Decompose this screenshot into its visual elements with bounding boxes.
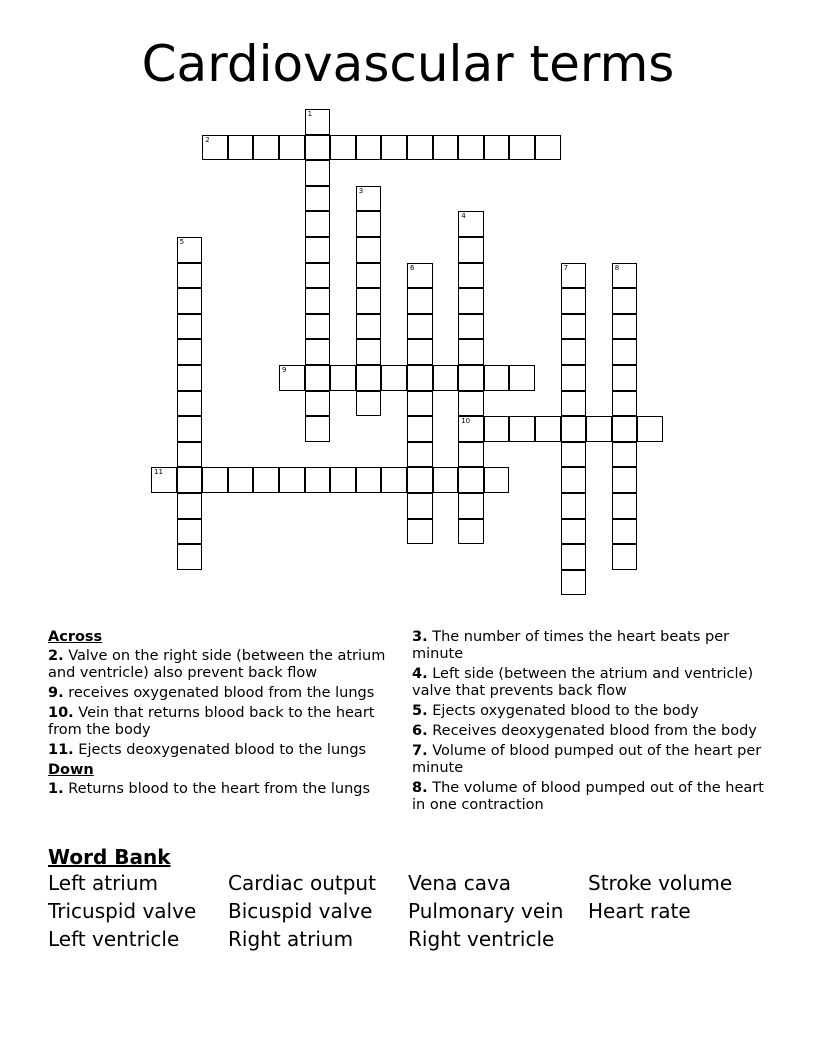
crossword-cell[interactable] [433,365,459,391]
crossword-cell[interactable] [458,237,484,263]
crossword-cell[interactable] [330,365,356,391]
clues-right-column [412,629,772,817]
crossword-cell[interactable] [612,339,638,365]
crossword-cell[interactable] [612,391,638,417]
crossword-cell[interactable] [356,135,382,161]
crossword-cell[interactable] [561,493,587,519]
crossword-cell[interactable] [305,288,331,314]
crossword-cell[interactable] [356,467,382,493]
crossword-cell[interactable] [253,135,279,161]
crossword-cell[interactable] [356,211,382,237]
crossword-cell[interactable] [407,467,433,493]
clue-across-10: 10. Vein that returns blood back to the heart from the body [48,705,375,738]
clue-across-2: 2. Valve on the right side (between the atrium and ventricle) also prevent back flow [48,648,386,681]
word-bank-item: Tricuspid valve [48,899,197,923]
crossword-cell[interactable] [356,339,382,365]
crossword-cell[interactable] [535,416,561,442]
crossword-cell[interactable] [356,314,382,340]
crossword-cell[interactable] [253,467,279,493]
crossword-cell[interactable] [561,570,587,596]
crossword-cell[interactable] [612,263,638,289]
crossword-cell[interactable] [177,288,203,314]
clue-number: 2 [205,135,210,144]
crossword-cell[interactable] [177,314,203,340]
crossword-cell[interactable] [509,365,535,391]
crossword-cell[interactable] [381,135,407,161]
down-heading: Down [48,762,94,778]
crossword-cell[interactable] [356,237,382,263]
crossword-cell[interactable] [279,135,305,161]
crossword-cell[interactable] [561,442,587,468]
clue-number: 1 [307,110,313,118]
crossword-cell[interactable] [612,467,638,493]
crossword-cell[interactable] [177,237,203,263]
crossword-cell[interactable] [305,339,331,365]
crossword-cell[interactable] [458,519,484,545]
clue-number: 6 [410,263,415,272]
crossword-cell[interactable] [458,416,484,442]
crossword-cell[interactable] [586,416,612,442]
word-bank-item: Heart rate [588,899,691,923]
crossword-cell[interactable] [177,493,203,519]
crossword-cell[interactable] [151,467,177,493]
crossword-cell[interactable] [458,467,484,493]
crossword-cell[interactable] [561,544,587,570]
crossword-cell[interactable] [612,519,638,545]
crossword-cell[interactable] [484,365,510,391]
crossword-cell[interactable] [561,263,587,289]
crossword-cell[interactable] [458,314,484,340]
crossword-cell[interactable] [202,135,228,161]
crossword-cell[interactable] [356,365,382,391]
crossword-cell[interactable] [228,467,254,493]
crossword-cell[interactable] [433,467,459,493]
crossword-cell[interactable] [561,339,587,365]
crossword-cell[interactable] [305,365,331,391]
crossword-cell[interactable] [458,135,484,161]
crossword-cell[interactable] [407,339,433,365]
crossword-cell[interactable] [177,467,203,493]
crossword-cell[interactable] [177,391,203,417]
word-bank-item: Cardiac output [228,871,376,895]
crossword-cell[interactable] [381,467,407,493]
word-bank-item: Stroke volume [588,871,733,895]
crossword-cell[interactable] [561,391,587,417]
clue-number: 4 [461,212,466,221]
crossword-cell[interactable] [612,493,638,519]
clue-down-1: 1. Returns blood to the heart from the lungs [48,781,371,797]
crossword-cell[interactable] [484,135,510,161]
crossword-cell[interactable] [407,135,433,161]
word-bank-item: Left ventricle [48,927,180,951]
crossword-cell[interactable] [305,211,331,237]
crossword-cell[interactable] [305,391,331,417]
across-heading: Across [48,629,103,645]
crossword-cell[interactable] [407,493,433,519]
crossword-cell[interactable] [356,288,382,314]
crossword-cell[interactable] [458,391,484,417]
crossword-cell[interactable] [612,314,638,340]
crossword-cell[interactable] [458,339,484,365]
word-bank-item: Left atrium [48,871,159,895]
crossword-cell[interactable] [535,135,561,161]
crossword-cell[interactable] [305,160,331,186]
crossword-cell[interactable] [356,391,382,417]
crossword-cell[interactable] [279,467,305,493]
crossword-cell[interactable] [561,519,587,545]
crossword-cell[interactable] [381,365,407,391]
crossword-cell[interactable] [612,365,638,391]
clue-number: 7 [563,263,569,272]
crossword-cell[interactable] [356,263,382,289]
page-title: Cardiovascular terms [141,35,675,93]
crossword-cell[interactable] [305,109,331,135]
clue-down-4: 4. Left side (between the atrium and ventricle) valve that prevents back flow [412,666,754,699]
clue-across-11: 11. Ejects deoxygenated blood to the lungs [48,742,367,758]
crossword-cell[interactable] [433,135,459,161]
clues-left-column [48,629,398,801]
crossword-cell[interactable] [305,186,331,212]
crossword-cell[interactable] [305,135,331,161]
word-bank-item: Right atrium [228,927,354,951]
word-bank-list [48,871,788,951]
clue-number: 5 [179,238,185,246]
crossword-cell[interactable] [561,467,587,493]
crossword-cell[interactable] [305,237,331,263]
crossword-cell[interactable] [305,314,331,340]
crossword-cell[interactable] [407,263,433,289]
crossword-cell[interactable] [612,288,638,314]
crossword-cell[interactable] [561,314,587,340]
crossword-cell[interactable] [407,391,433,417]
crossword-cell[interactable] [458,442,484,468]
clue-down-6: 6. Receives deoxygenated blood from the body [412,723,757,739]
crossword-cell[interactable] [637,416,663,442]
clue-number: 10 [461,417,471,426]
word-bank-item: Right ventricle [408,927,555,951]
clue-number: 3 [358,186,364,195]
crossword-cell[interactable] [279,365,305,391]
crossword-cell[interactable] [177,339,203,365]
crossword-cell[interactable] [612,544,638,570]
crossword-cell[interactable] [407,365,433,391]
word-bank-item: Bicuspid valve [228,899,373,923]
crossword-cell[interactable] [484,416,510,442]
crossword-cell[interactable] [509,416,535,442]
clue-number: 9 [282,366,287,374]
crossword-cell[interactable] [330,135,356,161]
crossword-cell[interactable] [305,467,331,493]
crossword-cell[interactable] [330,467,356,493]
clue-down-3: 3. The number of times the heart beats per minute [412,629,730,662]
crossword-cell[interactable] [177,365,203,391]
crossword-cell[interactable] [612,442,638,468]
clue-across-9: 9. receives oxygenated blood from the lungs [48,685,375,701]
crossword-cell[interactable] [458,365,484,391]
crossword-cell[interactable] [612,416,638,442]
crossword-cell[interactable] [407,416,433,442]
crossword-cell[interactable] [177,519,203,545]
crossword-cell[interactable] [356,186,382,212]
word-bank-title: Word Bank [48,845,171,869]
crossword-cell[interactable] [509,135,535,161]
crossword-cell[interactable] [202,467,228,493]
crossword-cell[interactable] [228,135,254,161]
crossword-cell[interactable] [305,416,331,442]
crossword-cell[interactable] [561,288,587,314]
crossword-cell[interactable] [458,493,484,519]
crossword-cell[interactable] [177,416,203,442]
crossword-cell[interactable] [561,365,587,391]
crossword-cell[interactable] [458,211,484,237]
crossword-cell[interactable] [177,544,203,570]
word-bank-item: Pulmonary vein [408,899,564,923]
crossword-cell[interactable] [407,314,433,340]
crossword-cell[interactable] [561,416,587,442]
crossword-cell[interactable] [177,263,203,289]
clue-down-8: 8. The volume of blood pumped out of the heart in one contraction [412,780,764,813]
word-bank-item: Vena cava [408,871,512,895]
crossword-cell[interactable] [305,263,331,289]
clue-number: 8 [614,263,620,272]
clue-down-5: 5. Ejects oxygenated blood to the body [412,703,699,719]
clue-number: 11 [154,468,163,477]
crossword-cell[interactable] [407,442,433,468]
clue-down-7: 7. Volume of blood pumped out of the heart per minute [412,743,762,776]
crossword-cell[interactable] [458,263,484,289]
crossword-cell[interactable] [407,288,433,314]
crossword-cell[interactable] [177,442,203,468]
crossword-cell[interactable] [484,467,510,493]
crossword-cell[interactable] [407,519,433,545]
crossword-cell[interactable] [458,288,484,314]
